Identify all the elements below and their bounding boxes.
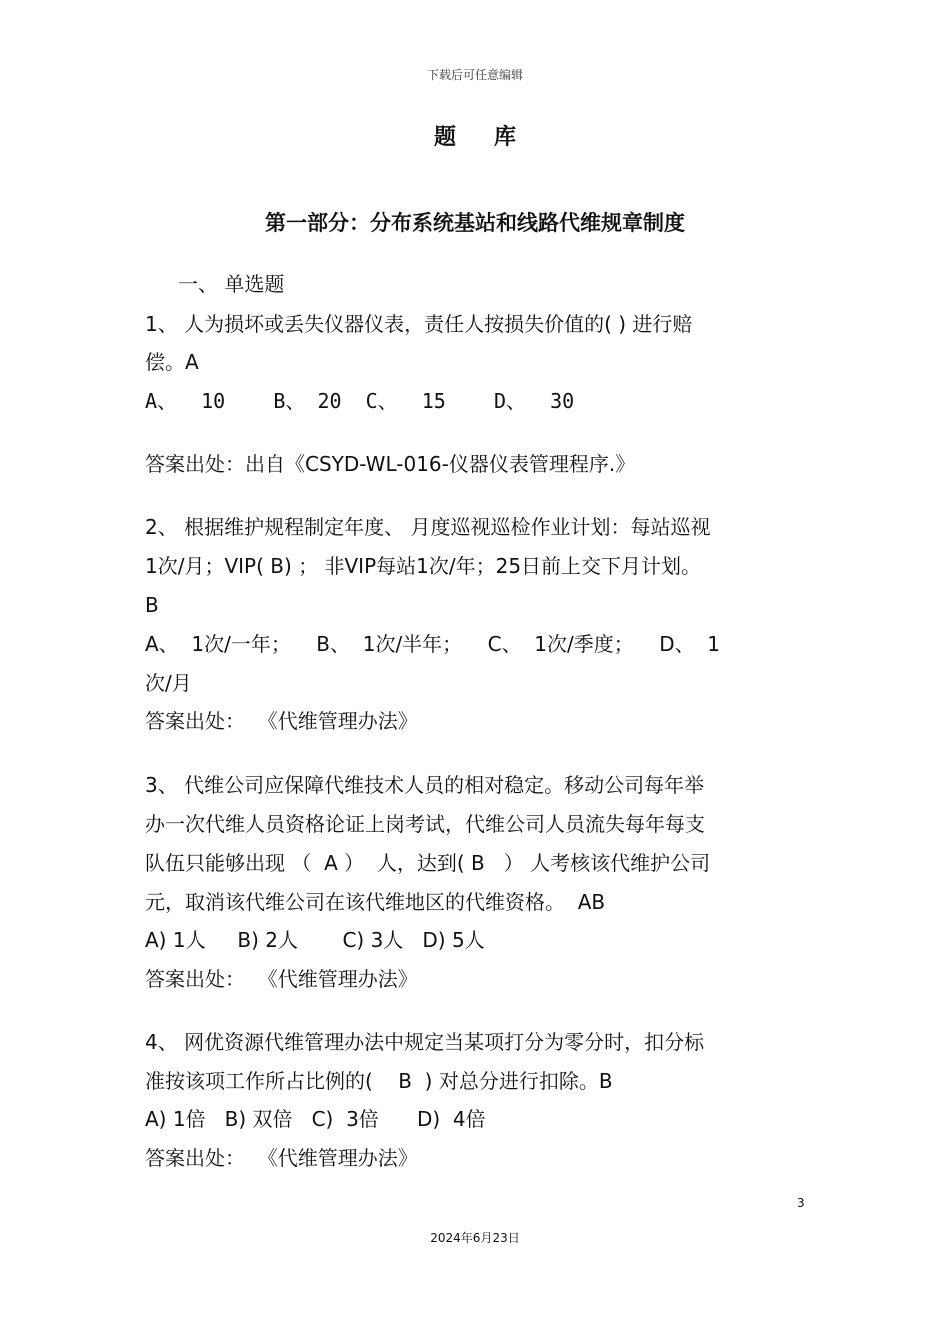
question-2-options-1: A、 1次/一年； B、 1次/半年； C、 1次/季度； D、 1 xyxy=(145,632,721,656)
question-2-line-2: 1次/月；VIP( B) ； 非VIP每站1次/年；25日前上交下月计划。 xyxy=(145,554,702,578)
question-4-line-1: 4、 网优资源代维管理办法中规定当某项打分为零分时，扣分标 xyxy=(145,1030,705,1054)
question-1-options: A、 10 B、 20 C、 15 D、 30 xyxy=(145,389,575,413)
question-2-line-3: B xyxy=(145,593,159,617)
question-2-options-2: 次/月 xyxy=(145,671,192,695)
document-title: 题库 xyxy=(433,125,554,150)
question-4-line-2: 准按该项工作所占比例的( B ) 对总分进行扣除。B xyxy=(145,1069,613,1093)
question-3-options: A) 1人 B) 2人 C) 3人 D) 5人 xyxy=(145,928,485,952)
page-number: 3 xyxy=(797,1196,805,1210)
question-2-line-1: 2、 根据维护规程制定年度、 月度巡视巡检作业计划：每站巡视 xyxy=(145,515,711,539)
question-4-options: A) 1倍 B) 双倍 C) 3倍 D) 4倍 xyxy=(145,1107,486,1131)
question-3-line-3: 队伍只能够出现 （ A ） 人，达到( B ） 人考核该代维护公司 xyxy=(145,851,711,875)
question-1-source: 答案出处：出自《CSYD-WL-016-仪器仪表管理程序.》 xyxy=(145,452,636,476)
question-3-line-1: 3、 代维公司应保障代维技术人员的相对稳定。移动公司每年举 xyxy=(145,773,705,797)
part-title: 第一部分：分布系统基站和线路代维规章制度 xyxy=(265,211,685,235)
question-1-line-2: 偿。A xyxy=(145,350,199,374)
section-heading: 一、 单选题 xyxy=(178,272,285,296)
question-2-source: 答案出处： 《代维管理办法》 xyxy=(145,709,418,733)
question-4-source: 答案出处： 《代维管理办法》 xyxy=(145,1146,418,1170)
question-3-line-4: 元，取消该代维公司在该代维地区的代维资格。 AB xyxy=(145,890,606,914)
header-note: 下载后可任意编辑 xyxy=(426,68,523,82)
question-3-source: 答案出处： 《代维管理办法》 xyxy=(145,967,418,991)
footer-date: 2024年6月23日 xyxy=(430,1231,520,1245)
question-1-line-1: 1、 人为损坏或丢失仪器仪表，责任人按损失价值的( ) 进行赔 xyxy=(145,312,693,336)
question-3-line-2: 办一次代维人员资格论证上岗考试，代维公司人员流失每年每支 xyxy=(145,812,705,836)
